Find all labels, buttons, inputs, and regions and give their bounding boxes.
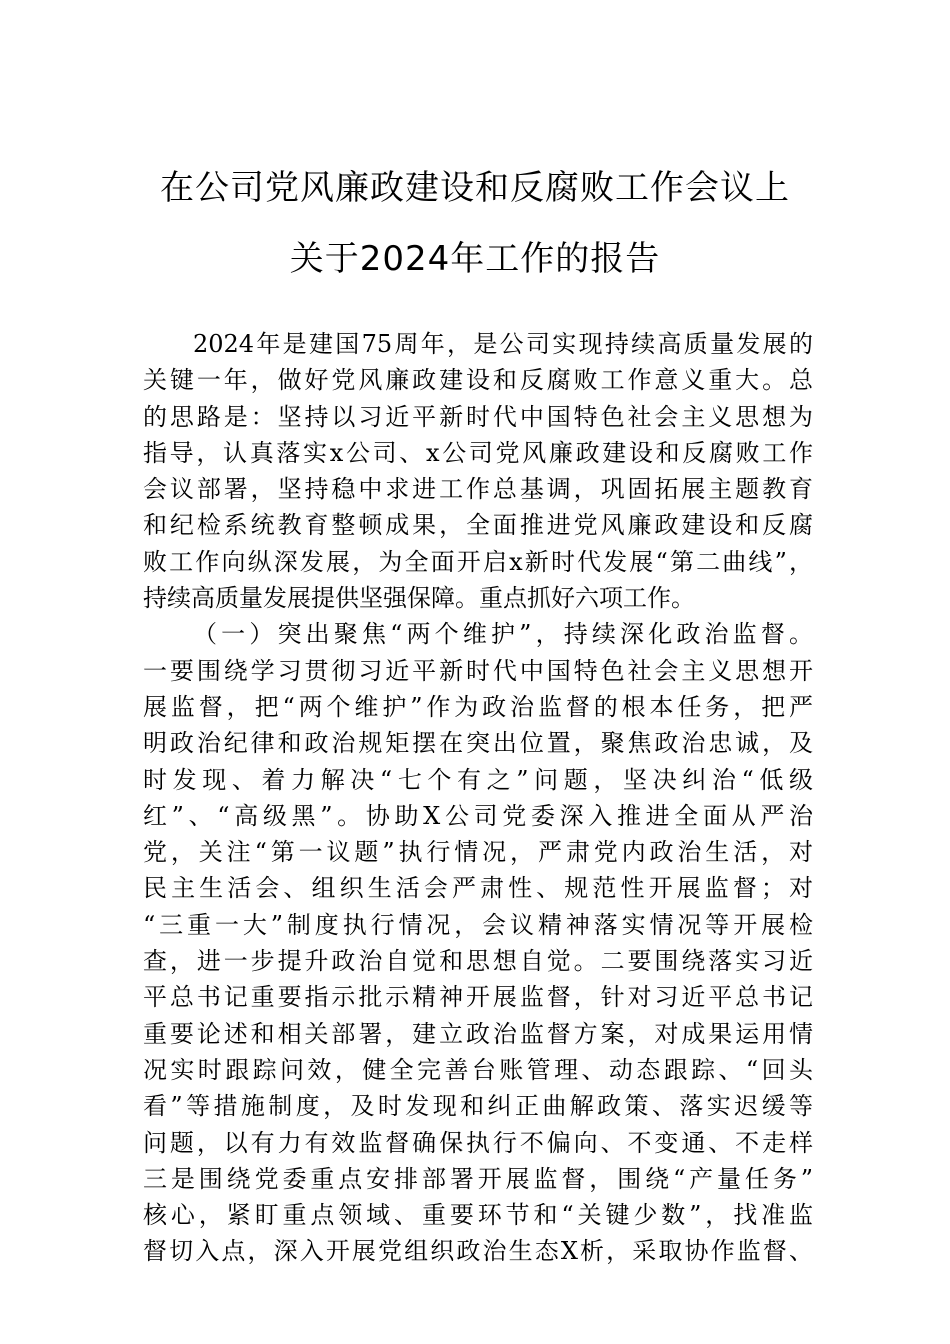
body-line: 民主生活会、组织生活会严肃性、规范性开展监督；对 (143, 874, 813, 903)
document-title-line-2: 关于2024年工作的报告 (289, 239, 661, 279)
body-line: 的思路是：坚持以习近平新时代中国特色社会主义思想为 (143, 402, 813, 431)
body-line: 平总书记重要指示批示精神开展监督，针对习近平总书记 (143, 983, 813, 1012)
body-line: 和纪检系统教育整顿成果，全面推进党风廉政建设和反腐 (143, 511, 813, 540)
body-line: 重要论述和相关部署，建立政治监督方案，对成果运用情 (143, 1019, 813, 1048)
body-line: “三重一大”制度执行情况，会议精神落实情况等开展检 (143, 910, 813, 939)
body-line: 关键一年，做好党风廉政建设和反腐败工作意义重大。总 (143, 366, 813, 395)
body-line: 看”等措施制度，及时发现和纠正曲解政策、落实迟缓等 (143, 1092, 813, 1121)
body-line: 红”、“高级黑”。协助X公司党委深入推进全面从严治 (143, 801, 813, 830)
body-line: 三是围绕党委重点安排部署开展监督，围绕“产量任务” (143, 1164, 813, 1193)
body-line: 况实时跟踪问效，健全完善台账管理、动态跟踪、“回头 (143, 1055, 813, 1084)
body-line: 问题，以有力有效监督确保执行不偏向、不变通、不走样 (143, 1128, 813, 1157)
body-line: 持续高质量发展提供坚强保障。重点抓好六项工作。 (143, 584, 695, 613)
body-line: 明政治纪律和政治规矩摆在突出位置，聚焦政治忠诚，及 (143, 729, 813, 758)
body-line: 败工作向纵深发展，为全面开启x新时代发展“第二曲线”， (143, 547, 813, 576)
body-line: 会议部署，坚持稳中求进工作总基调，巩固拓展主题教育 (143, 475, 813, 504)
document-body (143, 326, 813, 1270)
body-line: 党，关注“第一议题”执行情况，严肃党内政治生活，对 (143, 838, 813, 867)
body-line: 督切入点，深入开展党组织政治生态X析，采取协作监督、 (143, 1237, 813, 1266)
body-line: 展监督，把“两个维护”作为政治监督的根本任务，把严 (143, 692, 813, 721)
document-title-line-1: 在公司党风廉政建设和反腐败工作会议上 (160, 168, 790, 208)
section-heading-line: （一）突出聚焦“两个维护”，持续深化政治监督。 (193, 620, 813, 649)
body-line: 2024年是建国75周年，是公司实现持续高质量发展的 (193, 330, 813, 358)
body-line: 指导，认真落实x公司、x公司党风廉政建设和反腐败工作 (143, 438, 813, 467)
body-line: 查，进一步提升政治自觉和思想自觉。二要围绕落实习近 (143, 947, 813, 976)
body-line: 时发现、着力解决“七个有之”问题，坚决纠治“低级 (143, 765, 813, 794)
body-line: 核心，紧盯重点领域、重要环节和“关键少数”，找准监 (143, 1201, 813, 1230)
body-line: 一要围绕学习贯彻习近平新时代中国特色社会主义思想开 (143, 656, 813, 685)
